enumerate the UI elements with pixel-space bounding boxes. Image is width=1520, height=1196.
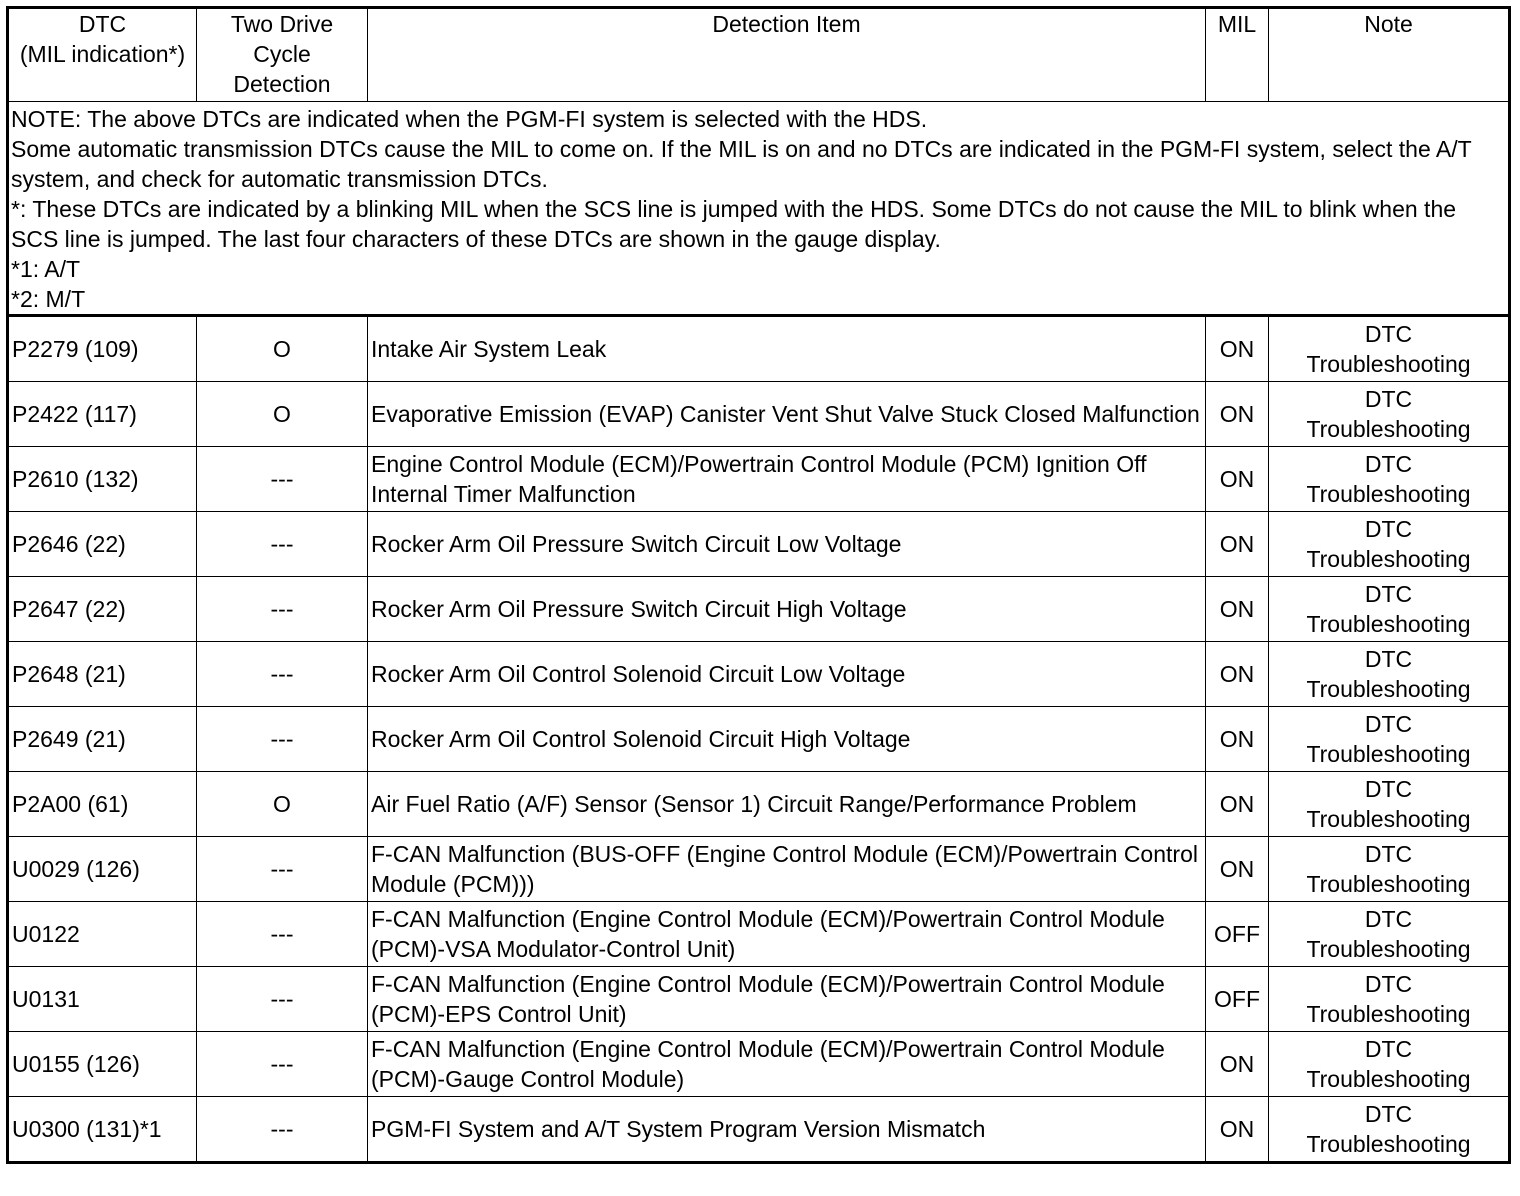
- header-two-drive: [197, 8, 368, 102]
- two-drive-cell: ---: [197, 967, 368, 1032]
- note-cell-line: Troubleshooting: [1306, 1066, 1471, 1092]
- mil-cell: ON: [1206, 642, 1269, 707]
- note-cell-line: Troubleshooting: [1306, 871, 1471, 897]
- note-cell: [1269, 902, 1510, 967]
- note-cell-line: DTC: [1364, 841, 1413, 867]
- note-cell-line: DTC: [1364, 581, 1413, 607]
- note-cell: [1269, 707, 1510, 772]
- note-cell: [1269, 772, 1510, 837]
- note-cell-line: Troubleshooting: [1306, 481, 1471, 507]
- detection-item-cell: Rocker Arm Oil Pressure Switch Circuit High Voltage: [368, 577, 1206, 642]
- mil-cell: ON: [1206, 382, 1269, 447]
- mil-cell: OFF: [1206, 967, 1269, 1032]
- two-drive-cell: O: [197, 316, 368, 382]
- note-cell: [1269, 1097, 1510, 1163]
- note-cell-line: Troubleshooting: [1306, 611, 1471, 637]
- mil-cell: OFF: [1206, 902, 1269, 967]
- two-drive-cell: O: [197, 772, 368, 837]
- dtc-table: [6, 6, 1511, 1164]
- table-row: [8, 1032, 1510, 1097]
- table-row: [8, 382, 1510, 447]
- mil-cell: ON: [1206, 577, 1269, 642]
- note-cell-line: Troubleshooting: [1306, 936, 1471, 962]
- note-cell-line: Troubleshooting: [1306, 741, 1471, 767]
- note-cell-line: DTC: [1364, 321, 1413, 347]
- table-row: [8, 577, 1510, 642]
- two-drive-cell: ---: [197, 577, 368, 642]
- dtc-code-cell: U0155 (126): [8, 1032, 197, 1097]
- header-two-drive-line: Cycle: [253, 41, 311, 67]
- table-row: [8, 902, 1510, 967]
- note-cell: [1269, 577, 1510, 642]
- detection-item-cell: Rocker Arm Oil Control Solenoid Circuit Low Voltage: [368, 642, 1206, 707]
- dtc-code-cell: U0122: [8, 902, 197, 967]
- note-cell-line: Troubleshooting: [1306, 1001, 1471, 1027]
- note-cell-line: Troubleshooting: [1306, 806, 1471, 832]
- note-line: *: These DTCs are indicated by a blinking MIL when the SCS line is jumped with the HDS. Some DTCs do not cause the MIL to blink when the SCS line is jumped. The last four characters of these DTCs are shown in the gauge display.: [11, 196, 1457, 252]
- note-cell-line: DTC: [1364, 906, 1413, 932]
- note-cell: [1269, 447, 1510, 512]
- header-detection-item: Detection Item: [368, 8, 1206, 102]
- dtc-code-cell: P2646 (22): [8, 512, 197, 577]
- note-line: NOTE: The above DTCs are indicated when the PGM-FI system is selected with the HDS.: [11, 106, 928, 132]
- note-line: *2: M/T: [11, 286, 86, 312]
- dtc-code-cell: P2649 (21): [8, 707, 197, 772]
- detection-item-cell: Evaporative Emission (EVAP) Canister Vent Shut Valve Stuck Closed Malfunction: [368, 382, 1206, 447]
- mil-cell: ON: [1206, 512, 1269, 577]
- header-note: Note: [1269, 8, 1510, 102]
- two-drive-cell: ---: [197, 902, 368, 967]
- mil-cell: ON: [1206, 772, 1269, 837]
- mil-cell: ON: [1206, 837, 1269, 902]
- note-line: Some automatic transmission DTCs cause the MIL to come on. If the MIL is on and no DTCs are indicated in the PGM-FI system, select the A/T system, and check for automatic transmission DTCs.: [11, 136, 1472, 192]
- note-cell: [1269, 1032, 1510, 1097]
- detection-item-cell: PGM-FI System and A/T System Program Version Mismatch: [368, 1097, 1206, 1163]
- header-dtc-line: DTC: [78, 11, 127, 37]
- table-row: [8, 642, 1510, 707]
- table-row: [8, 967, 1510, 1032]
- dtc-code-cell: P2610 (132): [8, 447, 197, 512]
- detection-item-cell: F-CAN Malfunction (Engine Control Module (ECM)/Powertrain Control Module (PCM)-EPS Control Unit): [368, 967, 1206, 1032]
- notes-row: [8, 102, 1510, 316]
- dtc-code-cell: U0300 (131)*1: [8, 1097, 197, 1163]
- two-drive-cell: ---: [197, 447, 368, 512]
- two-drive-cell: ---: [197, 837, 368, 902]
- header-row: [8, 8, 1510, 102]
- note-cell-line: DTC: [1364, 386, 1413, 412]
- table-row: [8, 772, 1510, 837]
- note-cell-line: Troubleshooting: [1306, 546, 1471, 572]
- detection-item-cell: Engine Control Module (ECM)/Powertrain Control Module (PCM) Ignition Off Internal Timer Malfunction: [368, 447, 1206, 512]
- two-drive-cell: ---: [197, 1032, 368, 1097]
- table-row: [8, 837, 1510, 902]
- dtc-code-cell: P2647 (22): [8, 577, 197, 642]
- two-drive-cell: ---: [197, 642, 368, 707]
- table-row: [8, 1097, 1510, 1163]
- detection-item-cell: Intake Air System Leak: [368, 316, 1206, 382]
- table-row: [8, 707, 1510, 772]
- note-cell: [1269, 642, 1510, 707]
- note-line: *1: A/T: [11, 256, 81, 282]
- header-two-drive-line: Two Drive: [230, 11, 334, 37]
- table-row: [8, 316, 1510, 382]
- note-cell-line: Troubleshooting: [1306, 1131, 1471, 1157]
- dtc-code-cell: U0131: [8, 967, 197, 1032]
- note-cell-line: Troubleshooting: [1306, 416, 1471, 442]
- dtc-code-cell: P2279 (109): [8, 316, 197, 382]
- mil-cell: ON: [1206, 316, 1269, 382]
- detection-item-cell: Rocker Arm Oil Control Solenoid Circuit High Voltage: [368, 707, 1206, 772]
- notes-cell: [8, 102, 1510, 316]
- note-cell: [1269, 316, 1510, 382]
- mil-cell: ON: [1206, 1097, 1269, 1163]
- mil-cell: ON: [1206, 447, 1269, 512]
- header-mil: MIL: [1206, 8, 1269, 102]
- note-cell-line: DTC: [1364, 516, 1413, 542]
- header-dtc-line: (MIL indication*): [19, 41, 186, 67]
- note-cell: [1269, 382, 1510, 447]
- table-row: [8, 447, 1510, 512]
- two-drive-cell: ---: [197, 1097, 368, 1163]
- two-drive-cell: ---: [197, 512, 368, 577]
- note-cell-line: DTC: [1364, 451, 1413, 477]
- note-cell-line: DTC: [1364, 776, 1413, 802]
- note-cell-line: DTC: [1364, 1101, 1413, 1127]
- header-dtc: [8, 8, 197, 102]
- detection-item-cell: Air Fuel Ratio (A/F) Sensor (Sensor 1) Circuit Range/Performance Problem: [368, 772, 1206, 837]
- dtc-code-cell: U0029 (126): [8, 837, 197, 902]
- dtc-code-cell: P2A00 (61): [8, 772, 197, 837]
- note-cell: [1269, 512, 1510, 577]
- note-cell: [1269, 967, 1510, 1032]
- note-cell-line: DTC: [1364, 646, 1413, 672]
- header-two-drive-line: Detection: [233, 71, 331, 97]
- note-cell-line: Troubleshooting: [1306, 676, 1471, 702]
- dtc-code-cell: P2422 (117): [8, 382, 197, 447]
- detection-item-cell: F-CAN Malfunction (Engine Control Module (ECM)/Powertrain Control Module (PCM)-Gauge Control Module): [368, 1032, 1206, 1097]
- detection-item-cell: F-CAN Malfunction (Engine Control Module (ECM)/Powertrain Control Module (PCM)-VSA Modulator-Control Unit): [368, 902, 1206, 967]
- mil-cell: ON: [1206, 1032, 1269, 1097]
- note-cell-line: DTC: [1364, 1036, 1413, 1062]
- mil-cell: ON: [1206, 707, 1269, 772]
- two-drive-cell: O: [197, 382, 368, 447]
- note-cell-line: DTC: [1364, 711, 1413, 737]
- note-cell: [1269, 837, 1510, 902]
- note-cell-line: DTC: [1364, 971, 1413, 997]
- table-row: [8, 512, 1510, 577]
- detection-item-cell: Rocker Arm Oil Pressure Switch Circuit Low Voltage: [368, 512, 1206, 577]
- dtc-code-cell: P2648 (21): [8, 642, 197, 707]
- two-drive-cell: ---: [197, 707, 368, 772]
- note-cell-line: Troubleshooting: [1306, 351, 1471, 377]
- detection-item-cell: F-CAN Malfunction (BUS-OFF (Engine Control Module (ECM)/Powertrain Control Module (PCM))): [368, 837, 1206, 902]
